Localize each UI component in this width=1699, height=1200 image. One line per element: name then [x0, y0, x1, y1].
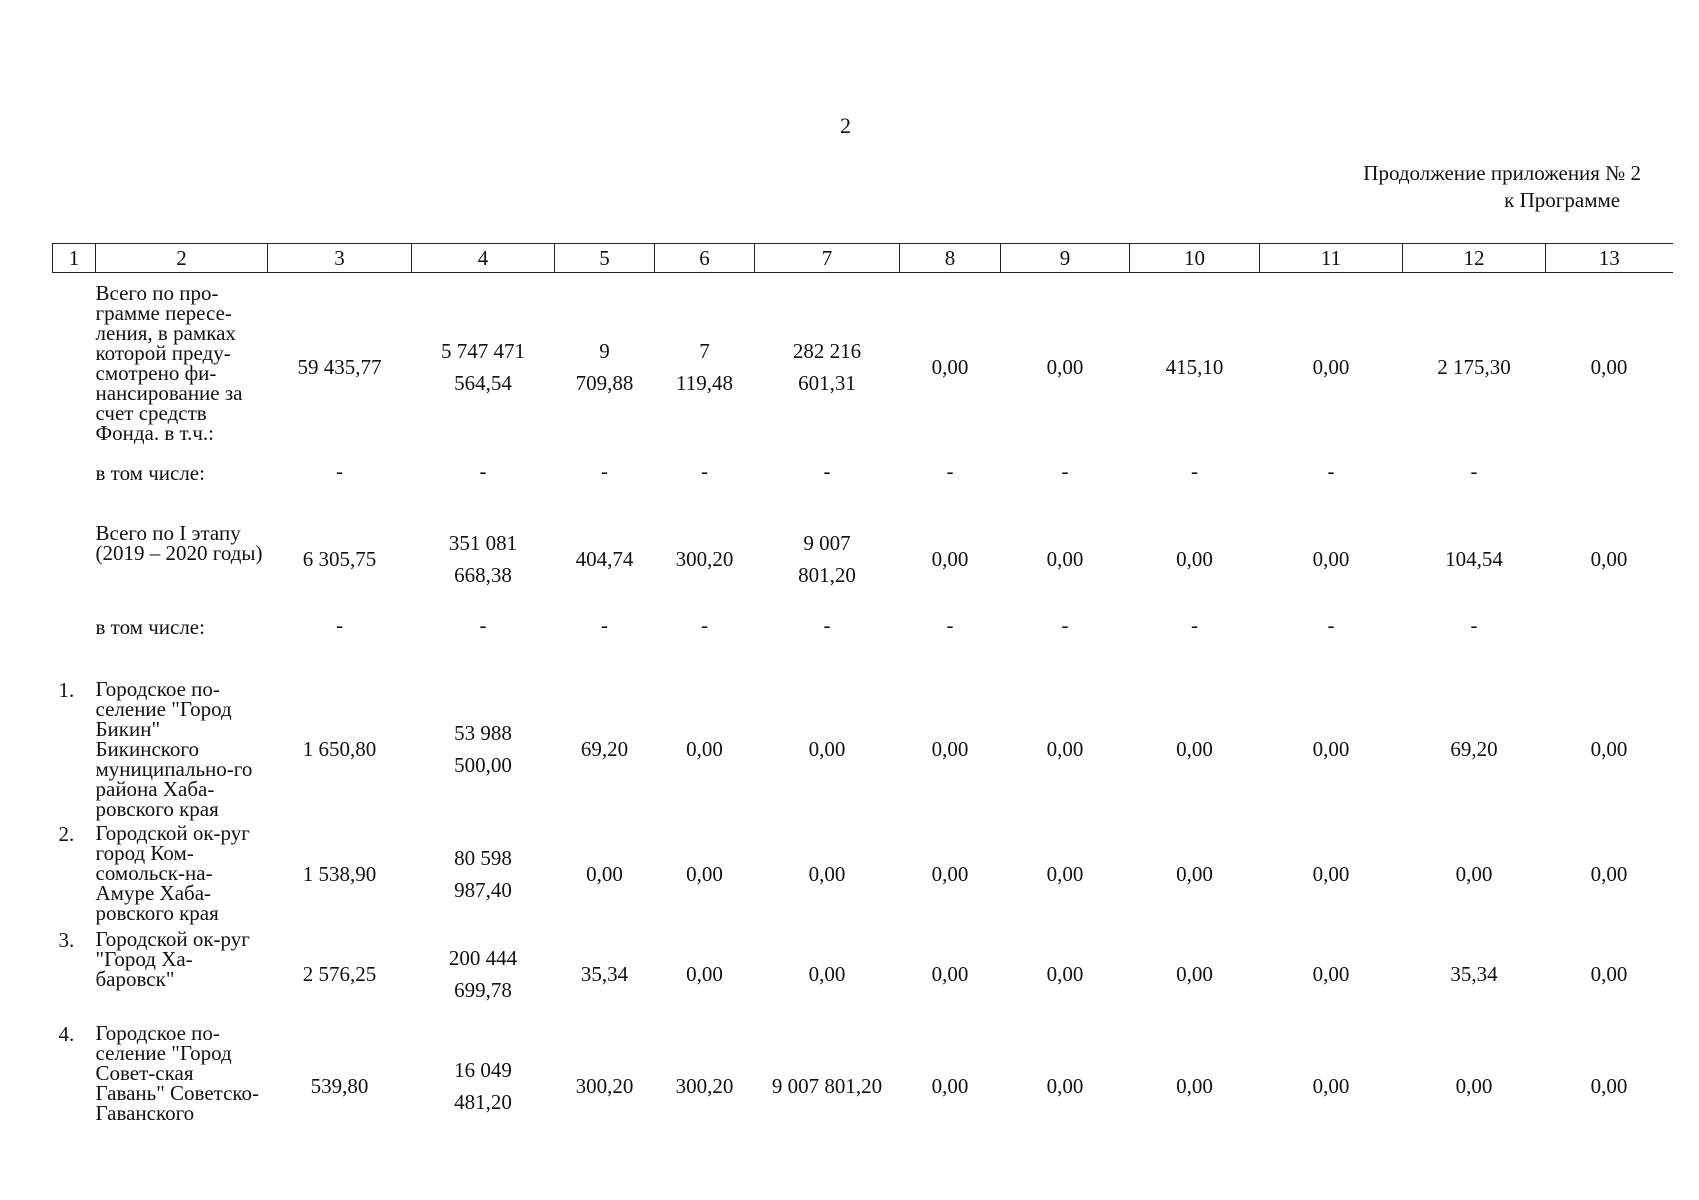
- cell-col4-line2: 500,00: [454, 753, 512, 777]
- cell-col5: 300,20: [575, 1074, 634, 1098]
- cell-col7-line2: 801,20: [798, 563, 856, 587]
- cell-col10: 0,00: [1176, 962, 1213, 986]
- cell-col6: [655, 273, 755, 462]
- cell-col6: 0,00: [686, 737, 723, 761]
- cell-col7: [755, 273, 900, 462]
- column-header: 9: [1001, 244, 1130, 273]
- row-description: Городской ок-руг город Ком-сомольск-на-Амуре Хаба-ровского края: [95, 821, 250, 925]
- cell-col8: 0,00: [931, 1074, 969, 1098]
- dash-cell: -: [601, 613, 608, 637]
- cell-col11: 0,00: [1312, 547, 1350, 571]
- row-description: Городское по-селение "Город Совет-ская Гавань" Советско-Гаванского: [95, 1021, 260, 1125]
- table-row: [53, 273, 1673, 462]
- cell-col7-line1: 9 007: [803, 531, 851, 555]
- cell-col11: 0,00: [1312, 862, 1350, 886]
- cell-col4-line1: 53 988: [454, 721, 512, 745]
- cell-col8: 0,00: [931, 862, 969, 886]
- cell-col4-line1: 80 598: [454, 846, 512, 870]
- cell-col3: 1 650,80: [302, 737, 377, 761]
- cell-col6: 300,20: [675, 1074, 734, 1098]
- row-number: [53, 273, 96, 462]
- cell-col6-line1: 7: [699, 339, 710, 363]
- cell-col9: 0,00: [1046, 962, 1084, 986]
- table-header: [53, 244, 1673, 273]
- row-description: Всего по про-грамме пересе-ления, в рамках которой преду-смотрено фи-нансирование за счет средств Фонда. в т.ч.:: [95, 281, 243, 445]
- cell-col10: 415,10: [1165, 355, 1224, 379]
- cell-col5: 404,74: [575, 547, 634, 571]
- cell-col13: 0,00: [1590, 547, 1628, 571]
- dash-cell: -: [601, 459, 608, 483]
- cell-col6: 0,00: [686, 862, 723, 886]
- table-row: [53, 615, 1673, 677]
- cell-col7: [755, 503, 900, 615]
- table-row: [53, 927, 1673, 1021]
- row-description: Всего по I этапу (2019 – 2020 годы): [95, 521, 263, 565]
- cell-col3: 2 576,25: [302, 962, 377, 986]
- cell-col13: 0,00: [1590, 1074, 1628, 1098]
- dash-cell: -: [823, 459, 831, 483]
- dash-cell: -: [1191, 613, 1198, 637]
- cell-col4: [412, 273, 555, 462]
- dash-cell: -: [1061, 459, 1069, 483]
- column-header: 1: [53, 244, 96, 273]
- column-header: 2: [96, 244, 268, 273]
- cell-col10: 0,00: [1176, 862, 1213, 886]
- cell-col13: 0,00: [1590, 355, 1628, 379]
- cell-col7: 0,00: [808, 862, 846, 886]
- cell-col7: 0,00: [808, 962, 846, 986]
- page-number: 2: [840, 113, 851, 138]
- column-header: 6: [655, 244, 755, 273]
- cell-col12: 35,34: [1450, 962, 1498, 986]
- column-header: 3: [268, 244, 412, 273]
- cell-col4-line2: 564,54: [454, 371, 512, 395]
- cell-col9: 0,00: [1046, 547, 1084, 571]
- cell-col10: 0,00: [1176, 1074, 1213, 1098]
- column-header: 5: [555, 244, 655, 273]
- cell-col5: 35,34: [580, 962, 629, 986]
- cell-col4-line1: 5 747 471: [441, 339, 525, 363]
- empty-cell: [1546, 461, 1673, 503]
- dash-cell: -: [946, 459, 954, 483]
- dash-cell: -: [336, 613, 343, 637]
- cell-col4: [412, 927, 555, 1021]
- dash-cell: -: [823, 613, 831, 637]
- row-number: 2.: [58, 822, 75, 846]
- table-row: [53, 1021, 1673, 1151]
- cell-col5: 69,20: [580, 737, 629, 761]
- cell-col7-line1: 282 216: [792, 339, 862, 363]
- cell-col9: 0,00: [1046, 862, 1084, 886]
- row-number: 1.: [58, 678, 75, 702]
- row-number: 4.: [58, 1022, 75, 1046]
- cell-col12: 0,00: [1455, 1074, 1493, 1098]
- cell-col13: 0,00: [1590, 962, 1628, 986]
- cell-col3: 539,80: [310, 1074, 369, 1098]
- row-number: [53, 461, 96, 503]
- column-header: 10: [1130, 244, 1260, 273]
- cell-col5: 0,00: [586, 862, 623, 886]
- cell-col6-line2: 119,48: [676, 371, 733, 395]
- cell-col6: 300,20: [675, 547, 734, 571]
- column-header: 11: [1260, 244, 1403, 273]
- row-number: 3.: [58, 928, 75, 952]
- cell-col4-line1: 351 081: [448, 531, 518, 555]
- cell-col5-line2: 709,88: [575, 371, 634, 395]
- dash-cell: -: [946, 613, 954, 637]
- cell-col3: 1 538,90: [302, 862, 377, 886]
- cell-col9: 0,00: [1046, 737, 1084, 761]
- cell-col10: 0,00: [1176, 737, 1213, 761]
- cell-col12: 69,20: [1450, 737, 1498, 761]
- dash-cell: -: [479, 459, 487, 483]
- cell-col5-line1: 9: [599, 339, 610, 363]
- dash-cell: -: [1327, 459, 1335, 483]
- dash-cell: -: [1191, 459, 1198, 483]
- cell-col13: 0,00: [1590, 862, 1628, 886]
- row-number: [53, 503, 96, 615]
- dash-cell: -: [701, 613, 708, 637]
- cell-col4: [412, 677, 555, 821]
- table-row: [53, 503, 1673, 615]
- cell-col4-line2: 699,78: [454, 978, 512, 1002]
- program-table: [52, 243, 1673, 1151]
- cell-col7: 9 007 801,20: [771, 1074, 883, 1098]
- cell-col9: 0,00: [1046, 1074, 1084, 1098]
- table-row: [53, 821, 1673, 927]
- row-description: в том числе:: [95, 615, 205, 639]
- appendix-header: [1363, 160, 1641, 214]
- dash-cell: -: [1327, 613, 1335, 637]
- cell-col10: 0,00: [1176, 547, 1213, 571]
- cell-col13: 0,00: [1590, 737, 1628, 761]
- cell-col12: 0,00: [1455, 862, 1493, 886]
- cell-col8: 0,00: [931, 355, 969, 379]
- cell-col12: 2 175,30: [1437, 355, 1511, 379]
- appendix-subtitle: к Программе: [1504, 188, 1621, 212]
- cell-col7-line2: 601,31: [798, 371, 856, 395]
- cell-col4-line2: 668,38: [454, 563, 512, 587]
- cell-col8: 0,00: [931, 962, 969, 986]
- row-number: [53, 615, 96, 677]
- column-header: 8: [900, 244, 1001, 273]
- row-description: Городской ок-руг "Город Ха-баровск": [95, 927, 250, 991]
- cell-col11: 0,00: [1312, 355, 1350, 379]
- column-header: 13: [1546, 244, 1673, 273]
- cell-col9: 0,00: [1046, 355, 1084, 379]
- cell-col3: 6 305,75: [302, 547, 377, 571]
- cell-col11: 0,00: [1312, 1074, 1350, 1098]
- cell-col12: 104,54: [1445, 547, 1503, 571]
- column-header: 7: [755, 244, 900, 273]
- column-header: 4: [412, 244, 555, 273]
- cell-col4-line1: 200 444: [448, 946, 518, 970]
- cell-col8: 0,00: [931, 547, 969, 571]
- cell-col8: 0,00: [931, 737, 969, 761]
- dash-cell: -: [1061, 613, 1069, 637]
- table-row: [53, 677, 1673, 821]
- cell-col7: 0,00: [808, 737, 846, 761]
- dash-cell: -: [1470, 613, 1478, 637]
- empty-cell: [1546, 615, 1673, 677]
- row-description: Городское по-селение "Город Бикин" Бикинского муниципально-го района Хаба-ровского края: [95, 677, 253, 821]
- cell-col4: [412, 1021, 555, 1151]
- cell-col4-line1: 16 049: [454, 1058, 512, 1082]
- cell-col4-line2: 987,40: [454, 878, 512, 902]
- cell-col3: 59 435,77: [297, 355, 382, 379]
- dash-cell: -: [336, 459, 343, 483]
- row-description: в том числе:: [95, 461, 205, 485]
- column-header: 12: [1403, 244, 1546, 273]
- cell-col4: [412, 503, 555, 615]
- table-row: [53, 461, 1673, 503]
- dash-cell: -: [479, 613, 487, 637]
- appendix-title: Продолжение приложения № 2: [1363, 161, 1641, 185]
- cell-col11: 0,00: [1312, 962, 1350, 986]
- dash-cell: -: [1470, 459, 1478, 483]
- cell-col5: [555, 273, 655, 462]
- cell-col4: [412, 821, 555, 927]
- cell-col6: 0,00: [686, 962, 723, 986]
- dash-cell: -: [701, 459, 708, 483]
- cell-col11: 0,00: [1312, 737, 1350, 761]
- cell-col4-line2: 481,20: [454, 1090, 512, 1114]
